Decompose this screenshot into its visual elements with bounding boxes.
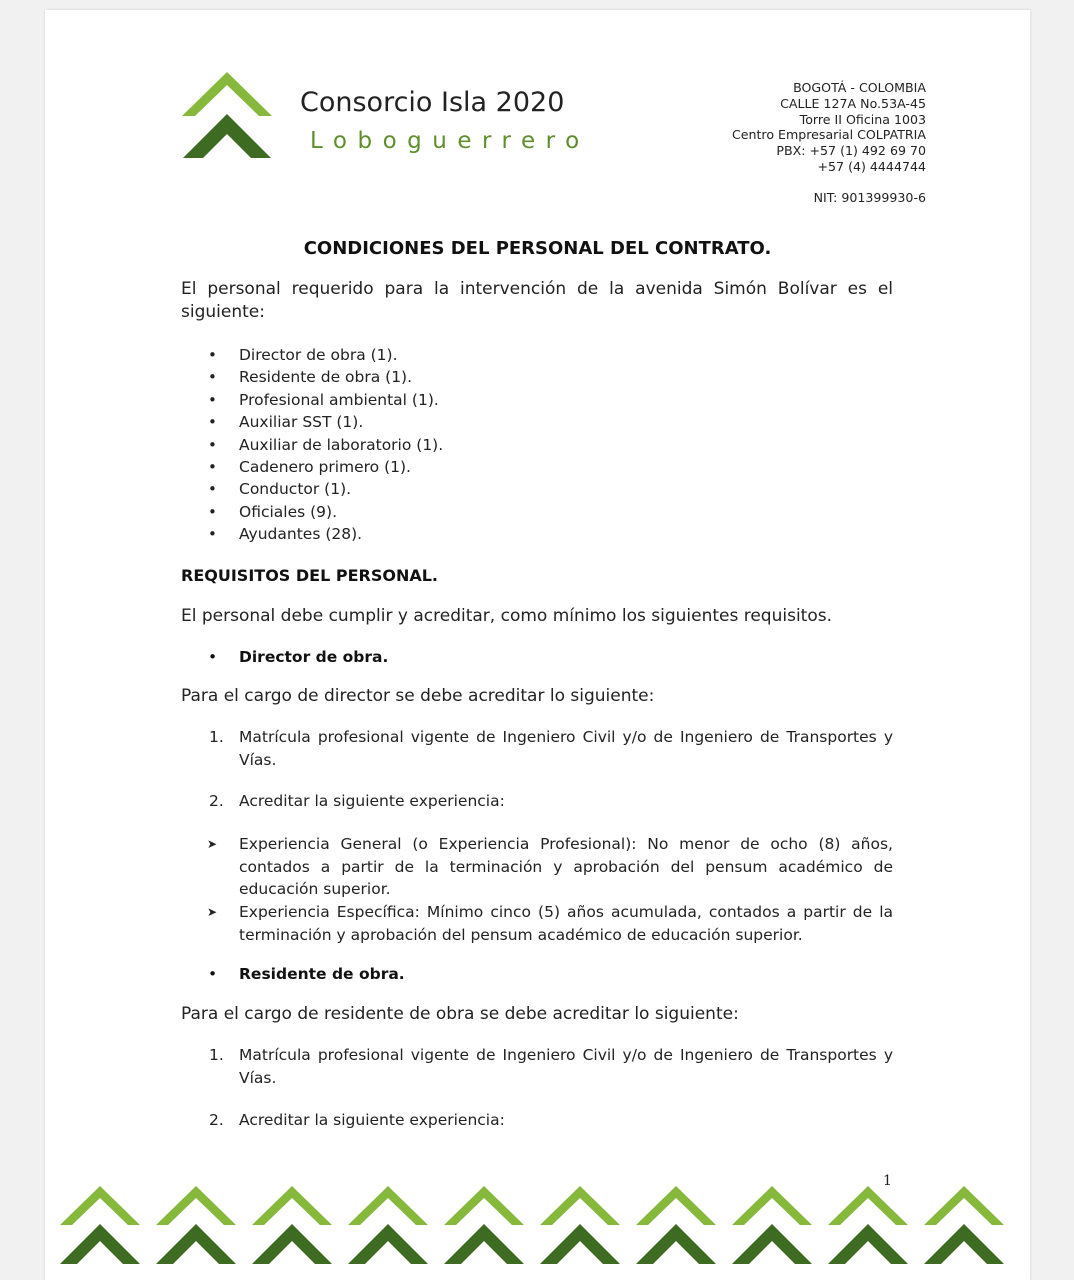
footer-chevron-icon: [348, 1186, 428, 1264]
director-intro: Para el cargo de director se debe acreditar lo siguiente:: [181, 686, 655, 706]
personnel-list: [205, 344, 443, 546]
resident-requirement-1: [205, 1044, 893, 1090]
list-item: • Auxiliar SST (1).: [205, 411, 443, 433]
footer-chevron-icon: [636, 1186, 716, 1264]
arrow-bullet-icon: ➤: [207, 905, 218, 919]
item-number: 2.: [209, 792, 224, 810]
list-item: • Auxiliar de laboratorio (1).: [205, 434, 443, 456]
footer-chevron-icon: [156, 1186, 236, 1264]
director-experience-specific: [205, 901, 893, 946]
requirements-heading: REQUISITOS DEL PERSONAL.: [181, 566, 439, 585]
requirements-intro: El personal debe cumplir y acreditar, como mínimo los siguientes requisitos.: [181, 606, 832, 626]
resident-label: • Residente de obra.: [205, 965, 405, 983]
address-line: Centro Empresarial COLPATRIA: [731, 127, 926, 143]
item-text: Acreditar la siguiente experiencia:: [239, 1111, 505, 1129]
item-text: Matrícula profesional vigente de Ingeniero Civil y/o de Ingeniero de Transportes y Vías.: [239, 1046, 893, 1087]
list-item: • Residente de obra (1).: [205, 366, 443, 388]
footer-chevron-icon: [924, 1186, 1004, 1264]
director-requirement-2: [205, 790, 893, 813]
list-item: • Ayudantes (28).: [205, 523, 443, 545]
resident-requirement-2: [205, 1109, 893, 1132]
item-number: 2.: [209, 1111, 224, 1129]
director-experience-general: [205, 833, 893, 901]
arrow-bullet-icon: ➤: [207, 837, 218, 851]
list-item: • Oficiales (9).: [205, 501, 443, 523]
item-text: Matrícula profesional vigente de Ingeniero Civil y/o de Ingeniero de Transportes y Vías.: [239, 728, 893, 769]
list-item: • Profesional ambiental (1).: [205, 389, 443, 411]
footer-chevron-icon: [252, 1186, 332, 1264]
footer-chevron-icon: [444, 1186, 524, 1264]
footer-chevron-icon: [828, 1186, 908, 1264]
list-item: • Cadenero primero (1).: [205, 456, 443, 478]
item-text: Acreditar la siguiente experiencia:: [239, 792, 505, 810]
list-item: • Conductor (1).: [205, 478, 443, 500]
company-address: [732, 80, 926, 175]
company-subtitle: Loboguerrero: [310, 128, 590, 154]
item-number: 1.: [209, 1046, 224, 1064]
address-line: +57 (4) 4444744: [817, 158, 926, 174]
footer-chevron-icon: [732, 1186, 812, 1264]
address-line: CALLE 127A No.53A-45: [780, 95, 926, 111]
list-item: • Director de obra (1).: [205, 344, 443, 366]
company-nit: NIT: 901399930-6: [813, 190, 926, 205]
document-page: [45, 10, 1030, 1280]
resident-intro: Para el cargo de residente de obra se debe acreditar lo siguiente:: [181, 1004, 739, 1024]
document-title: CONDICIONES DEL PERSONAL DEL CONTRATO.: [303, 238, 772, 259]
footer-chevron-icon: [540, 1186, 620, 1264]
page-number: 1: [883, 1173, 892, 1189]
company-logo-icon: [182, 72, 272, 160]
director-requirement-1: [205, 726, 893, 772]
director-label: • Director de obra.: [205, 648, 388, 666]
address-line: Torre II Oficina 1003: [799, 111, 926, 127]
item-number: 1.: [209, 728, 224, 746]
address-line: PBX: +57 (1) 492 69 70: [776, 143, 926, 159]
intro-paragraph: El personal requerido para la intervención de la avenida Simón Bolívar es el siguiente:: [181, 279, 893, 322]
footer-chevron-pattern: [60, 1186, 1010, 1270]
footer-chevron-icon: [60, 1186, 140, 1264]
company-name: Consorcio Isla 2020: [300, 87, 565, 118]
item-text: Experiencia Específica: Mínimo cinco (5) años acumulada, contados a partir de la terminación y aprobación del pensum académico de educación superior.: [239, 903, 893, 944]
item-text: Experiencia General (o Experiencia Profesional): No menor de ocho (8) años, contados a partir de la terminación y aprobación del pensum académico de educación superior.: [239, 835, 893, 898]
address-line: BOGOTÁ - COLOMBIA: [793, 80, 926, 95]
